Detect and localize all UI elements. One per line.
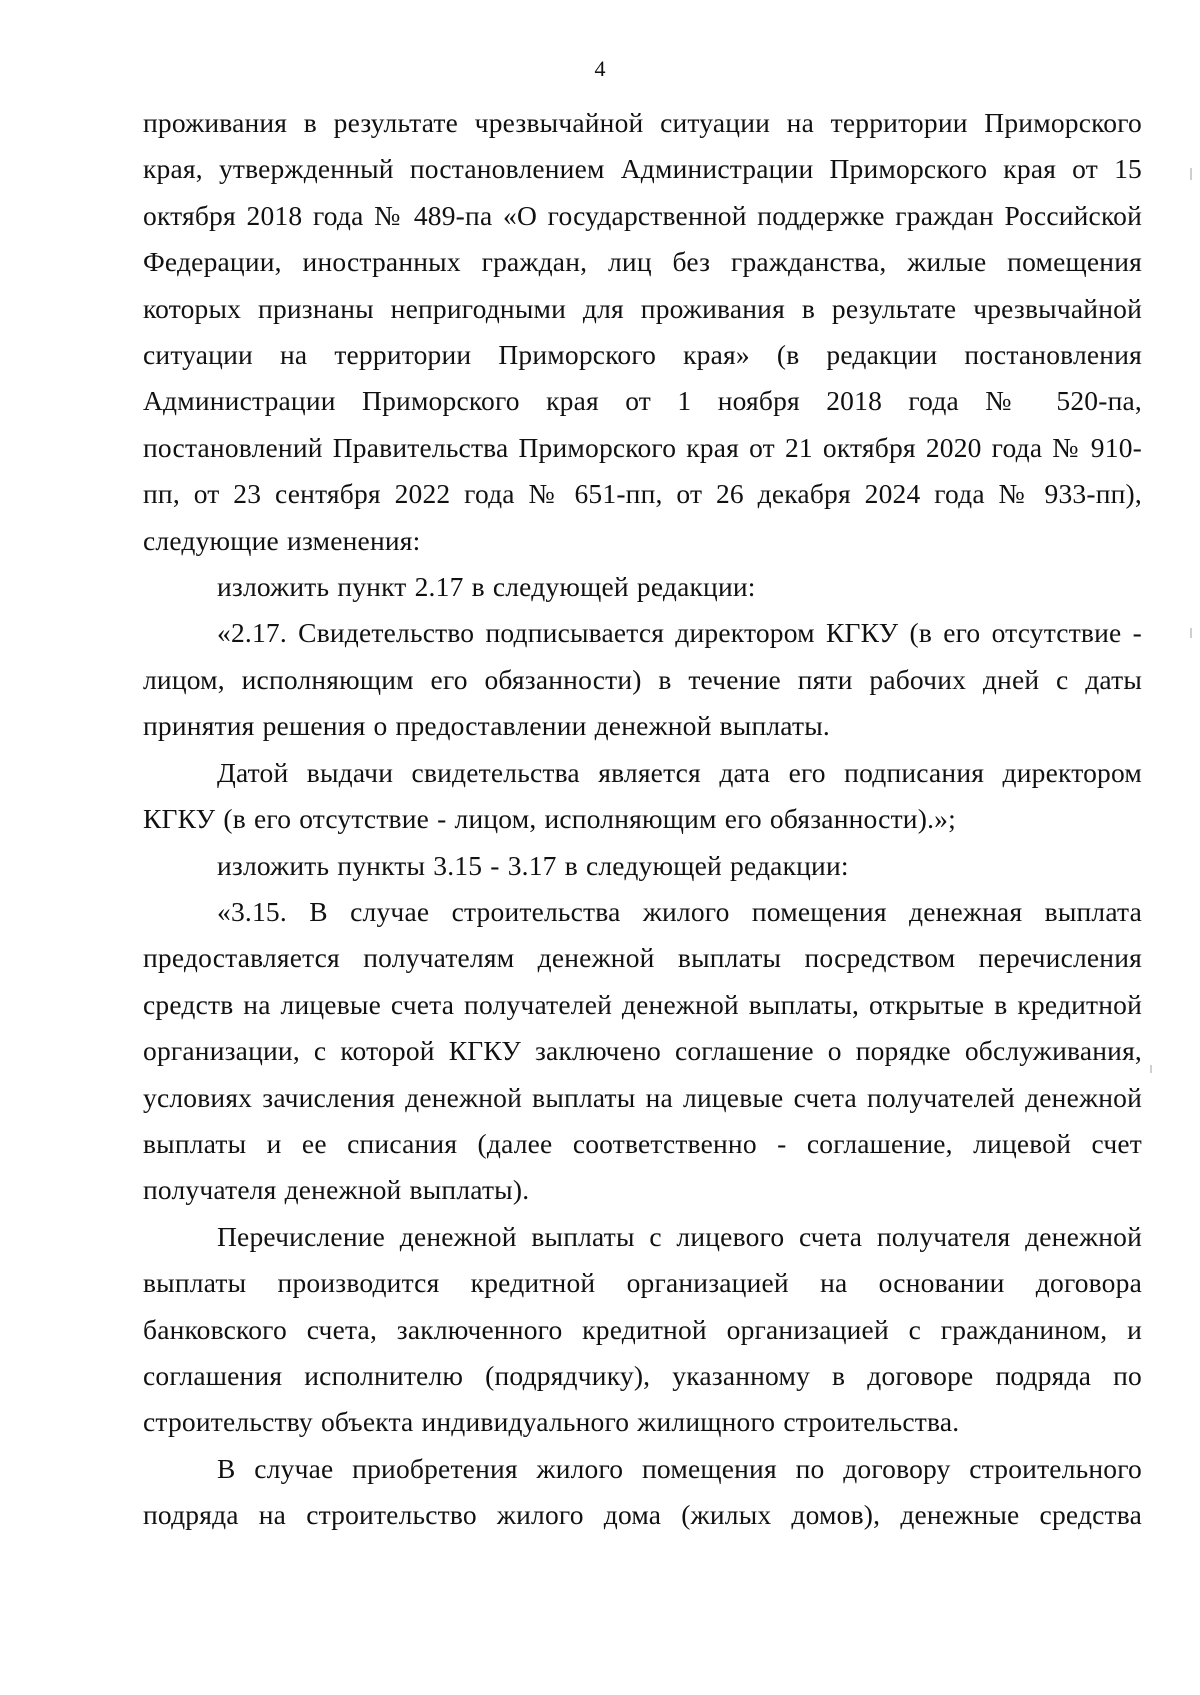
scan-artifact (1190, 628, 1192, 638)
paragraph-3-15-text: «3.15. В случае строительства жилого помещения денежная выплата предоставляется получателям денежной выплаты посредством перечисления средств на лицевые счета получателей денежной выплаты, открытые в кредитной организации, с которой КГКУ заключено соглашение о порядке обслуживания, условиях зачисления денежной выплаты на лицевые счета получателей денежной выплаты и ее списания (далее соответственно - соглашение, лицевой счет получателя денежной выплаты). (143, 895, 1142, 1206)
paragraph-amend-3-15-3-17: изложить пункты 3.15 - 3.17 в следующей редакции: (217, 849, 849, 881)
paragraph-amend-2-17: изложить пункт 2.17 в следующей редакции: (217, 571, 756, 603)
document-body (143, 100, 1142, 1539)
paragraph-issue-date: Датой выдачи свидетельства является дата его подписания директором КГКУ (в его отсутствие - лицом, исполняющим его обязанности).»; (143, 756, 1142, 835)
page-number: 4 (594, 56, 606, 81)
scan-artifact (1150, 1065, 1152, 1073)
paragraph-continuation: проживания в результате чрезвычайной ситуации на территории Приморского края, утвержденный постановлением Администрации Приморского края от 15 октября 2018 года № 489-па «О государственной поддержке граждан Российской Федерации, иностранных граждан, лиц без гражданства, жилые помещения которых признаны непригодными для проживания в результате чрезвычайной ситуации на территории Приморского края» (в редакции постановления Администрации Приморского края от 1 ноября 2018 года № 520-па, постановлений Правительства Приморского края от 21 октября 2020 года № 910-пп, от 23 сентября 2022 года № 651-пп, от 26 декабря 2024 года № 933-пп), следующие изменения: (143, 107, 1142, 556)
paragraph-purchase: В случае приобретения жилого помещения по договору строительного подряда на строительство жилого дома (жилых домов), денежные средства (143, 1452, 1142, 1531)
paragraph-2-17-text: «2.17. Свидетельство подписывается директором КГКУ (в его отсутствие - лицом, исполняющим его обязанности) в течение пяти рабочих дней с даты принятия решения о предоставлении денежной выплаты. (143, 617, 1142, 742)
scan-artifact (1190, 168, 1192, 180)
paragraph-transfer: Перечисление денежной выплаты с лицевого счета получателя денежной выплаты производится кредитной организацией на основании договора банковского счета, заключенного кредитной организацией с гражданином, и соглашения исполнителю (подрядчику), указанному в договоре подряда по строительству объекта индивидуального жилищного строительства. (143, 1220, 1142, 1438)
